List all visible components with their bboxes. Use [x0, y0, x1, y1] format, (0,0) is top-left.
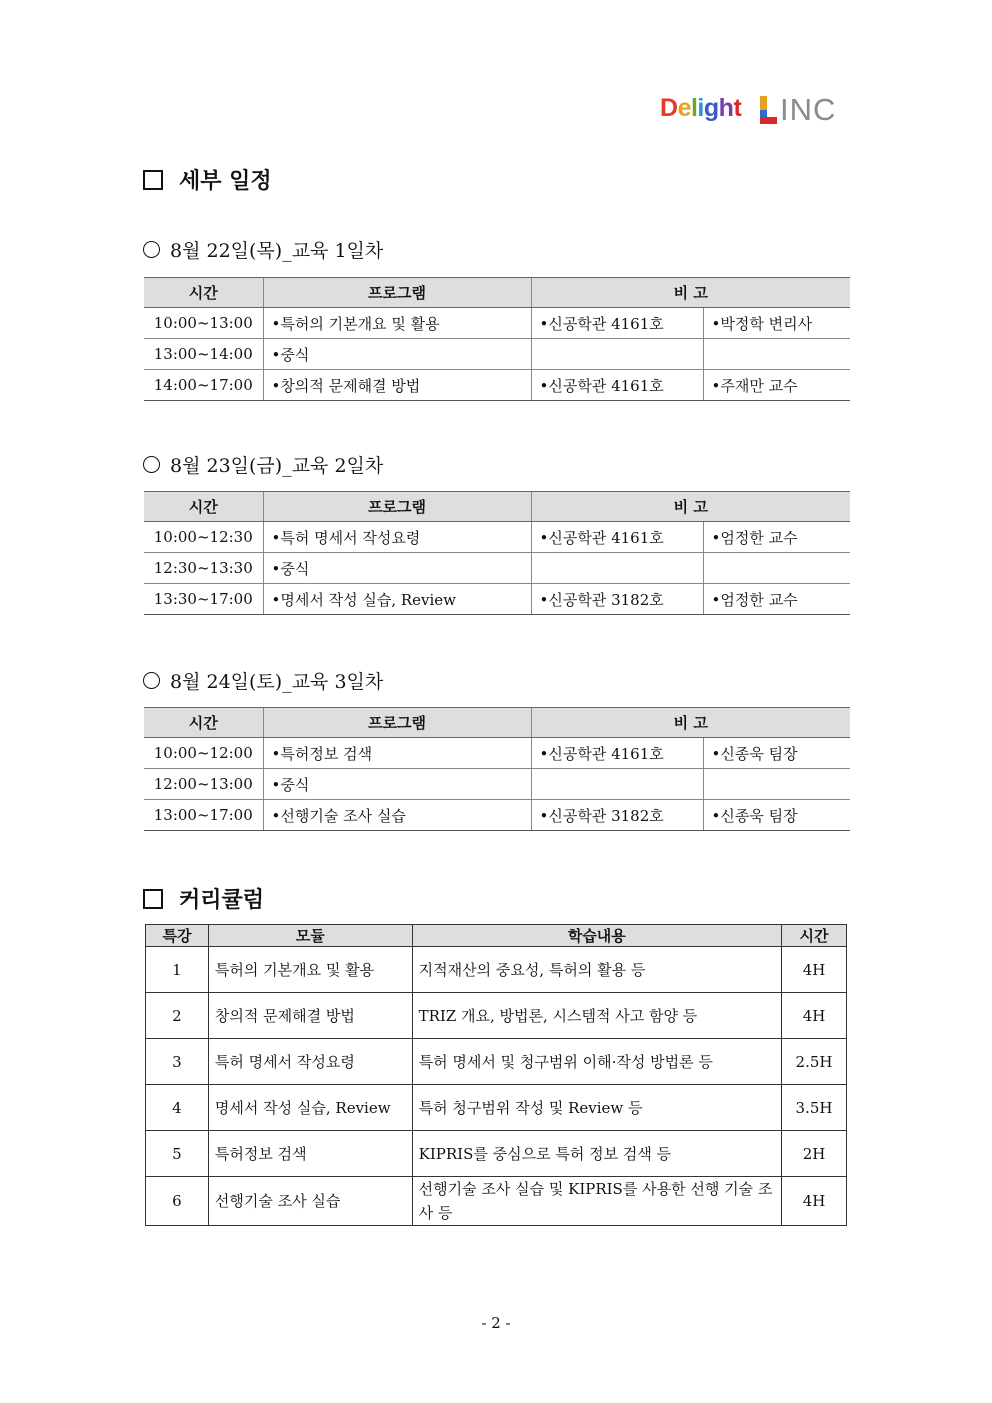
circle-bullet-icon — [143, 672, 160, 689]
schedule-title-text: 세부 일정 — [179, 168, 272, 194]
cell-time: 14:00~17:00 — [144, 370, 263, 401]
header-time: 시간 — [144, 708, 263, 738]
cell-place: •신공학관 4161호 — [531, 738, 703, 769]
header-note: 비 고 — [531, 708, 850, 738]
cell-person: •신종욱 팀장 — [703, 738, 850, 769]
cell-place — [531, 769, 703, 800]
cell-no: 2 — [146, 993, 209, 1039]
circle-bullet-icon — [143, 456, 160, 473]
table-row — [146, 1131, 847, 1177]
page-number: - 2 - — [481, 1314, 511, 1332]
cell-place — [531, 553, 703, 584]
header-module: 모듈 — [208, 925, 412, 947]
cell-hours: 4H — [782, 993, 847, 1039]
day2-title-text: 8월 23일(금)_교육 2일차 — [170, 455, 384, 477]
cell-time: 13:30~17:00 — [144, 584, 263, 615]
table-row — [146, 1039, 847, 1085]
table-row — [144, 370, 850, 401]
table-row — [144, 308, 850, 339]
table-header-row — [144, 708, 850, 738]
cell-program: •중식 — [263, 339, 531, 370]
cell-module: 특허의 기본개요 및 활용 — [208, 947, 412, 993]
cell-program: •중식 — [263, 553, 531, 584]
cell-no: 1 — [146, 947, 209, 993]
cell-time: 13:00~17:00 — [144, 800, 263, 831]
table-row — [146, 1085, 847, 1131]
header-content: 학습내용 — [412, 925, 781, 947]
cell-time: 10:00~12:00 — [144, 738, 263, 769]
table-row — [146, 993, 847, 1039]
cell-hours: 2.5H — [782, 1039, 847, 1085]
day3-schedule-table — [144, 707, 850, 831]
cell-time: 10:00~13:00 — [144, 308, 263, 339]
cell-time: 12:30~13:30 — [144, 553, 263, 584]
cell-module: 선행기술 조사 실습 — [208, 1177, 412, 1226]
cell-person: •박정학 변리사 — [703, 308, 850, 339]
cell-time: 12:00~13:00 — [144, 769, 263, 800]
cell-place: •신공학관 4161호 — [531, 522, 703, 553]
cell-hours: 2H — [782, 1131, 847, 1177]
cell-module: 특허 명세서 작성요령 — [208, 1039, 412, 1085]
header-time: 시간 — [144, 278, 263, 308]
cell-person: •신종욱 팀장 — [703, 800, 850, 831]
table-row — [146, 947, 847, 993]
cell-person — [703, 339, 850, 370]
delight-linc-logo — [660, 92, 850, 128]
logo-delight-text: Delight — [660, 94, 742, 122]
table-row — [144, 522, 850, 553]
header-note: 비 고 — [531, 492, 850, 522]
header-lecture: 특강 — [146, 925, 209, 947]
circle-bullet-icon — [143, 241, 160, 258]
cell-person: •주재만 교수 — [703, 370, 850, 401]
header-program: 프로그램 — [263, 492, 531, 522]
cell-program: •특허 명세서 작성요령 — [263, 522, 531, 553]
cell-place: •신공학관 3182호 — [531, 800, 703, 831]
table-row — [144, 339, 850, 370]
header-note: 비 고 — [531, 278, 850, 308]
cell-no: 6 — [146, 1177, 209, 1226]
table-row — [144, 553, 850, 584]
header-hours: 시간 — [782, 925, 847, 947]
day1-title-text: 8월 22일(목)_교육 1일차 — [170, 240, 384, 262]
cell-person: •엄정한 교수 — [703, 522, 850, 553]
logo-l-mark — [758, 96, 776, 124]
cell-hours: 4H — [782, 1177, 847, 1226]
header-program: 프로그램 — [263, 708, 531, 738]
cell-person — [703, 769, 850, 800]
logo-inc-text: INC — [780, 92, 837, 127]
cell-content: TRIZ 개요, 방법론, 시스템적 사고 함양 등 — [412, 993, 781, 1039]
table-row — [144, 800, 850, 831]
cell-no: 5 — [146, 1131, 209, 1177]
cell-person — [703, 553, 850, 584]
schedule-section-title — [143, 164, 272, 195]
cell-time: 10:00~12:30 — [144, 522, 263, 553]
cell-no: 4 — [146, 1085, 209, 1131]
cell-hours: 3.5H — [782, 1085, 847, 1131]
table-row — [144, 769, 850, 800]
cell-person: •엄정한 교수 — [703, 584, 850, 615]
table-header-row — [144, 492, 850, 522]
table-row — [144, 738, 850, 769]
cell-program: •특허정보 검색 — [263, 738, 531, 769]
cell-place: •신공학관 3182호 — [531, 584, 703, 615]
cell-place — [531, 339, 703, 370]
header-program: 프로그램 — [263, 278, 531, 308]
cell-program: •창의적 문제해결 방법 — [263, 370, 531, 401]
header-time: 시간 — [144, 492, 263, 522]
day3-title — [143, 667, 383, 694]
cell-program: •중식 — [263, 769, 531, 800]
cell-place: •신공학관 4161호 — [531, 370, 703, 401]
cell-no: 3 — [146, 1039, 209, 1085]
cell-program: •선행기술 조사 실습 — [263, 800, 531, 831]
cell-content: 특허 명세서 및 청구범위 이해·작성 방법론 등 — [412, 1039, 781, 1085]
cell-time: 13:00~14:00 — [144, 339, 263, 370]
table-header-row — [146, 925, 847, 947]
cell-program: •특허의 기본개요 및 활용 — [263, 308, 531, 339]
cell-content: 특허 청구범위 작성 및 Review 등 — [412, 1085, 781, 1131]
cell-module: 창의적 문제해결 방법 — [208, 993, 412, 1039]
table-row — [146, 1177, 847, 1226]
cell-module: 명세서 작성 실습, Review — [208, 1085, 412, 1131]
square-bullet-icon — [143, 889, 163, 909]
curriculum-title-text: 커리큘럼 — [179, 887, 265, 913]
curriculum-table — [145, 924, 847, 1226]
cell-program: •명세서 작성 실습, Review — [263, 584, 531, 615]
table-row — [144, 584, 850, 615]
cell-content: 지적재산의 중요성, 특허의 활용 등 — [412, 947, 781, 993]
cell-content: KIPRIS를 중심으로 특허 정보 검색 등 — [412, 1131, 781, 1177]
day3-title-text: 8월 24일(토)_교육 3일차 — [170, 671, 384, 693]
table-header-row — [144, 278, 850, 308]
curriculum-section-title — [143, 883, 264, 914]
square-bullet-icon — [143, 170, 163, 190]
cell-hours: 4H — [782, 947, 847, 993]
day1-title — [143, 236, 383, 263]
day1-schedule-table — [144, 277, 850, 401]
day2-title — [143, 451, 383, 478]
day2-schedule-table — [144, 491, 850, 615]
cell-place: •신공학관 4161호 — [531, 308, 703, 339]
cell-module: 특허정보 검색 — [208, 1131, 412, 1177]
cell-content: 선행기술 조사 실습 및 KIPRIS를 사용한 선행 기술 조사 등 — [412, 1177, 781, 1226]
